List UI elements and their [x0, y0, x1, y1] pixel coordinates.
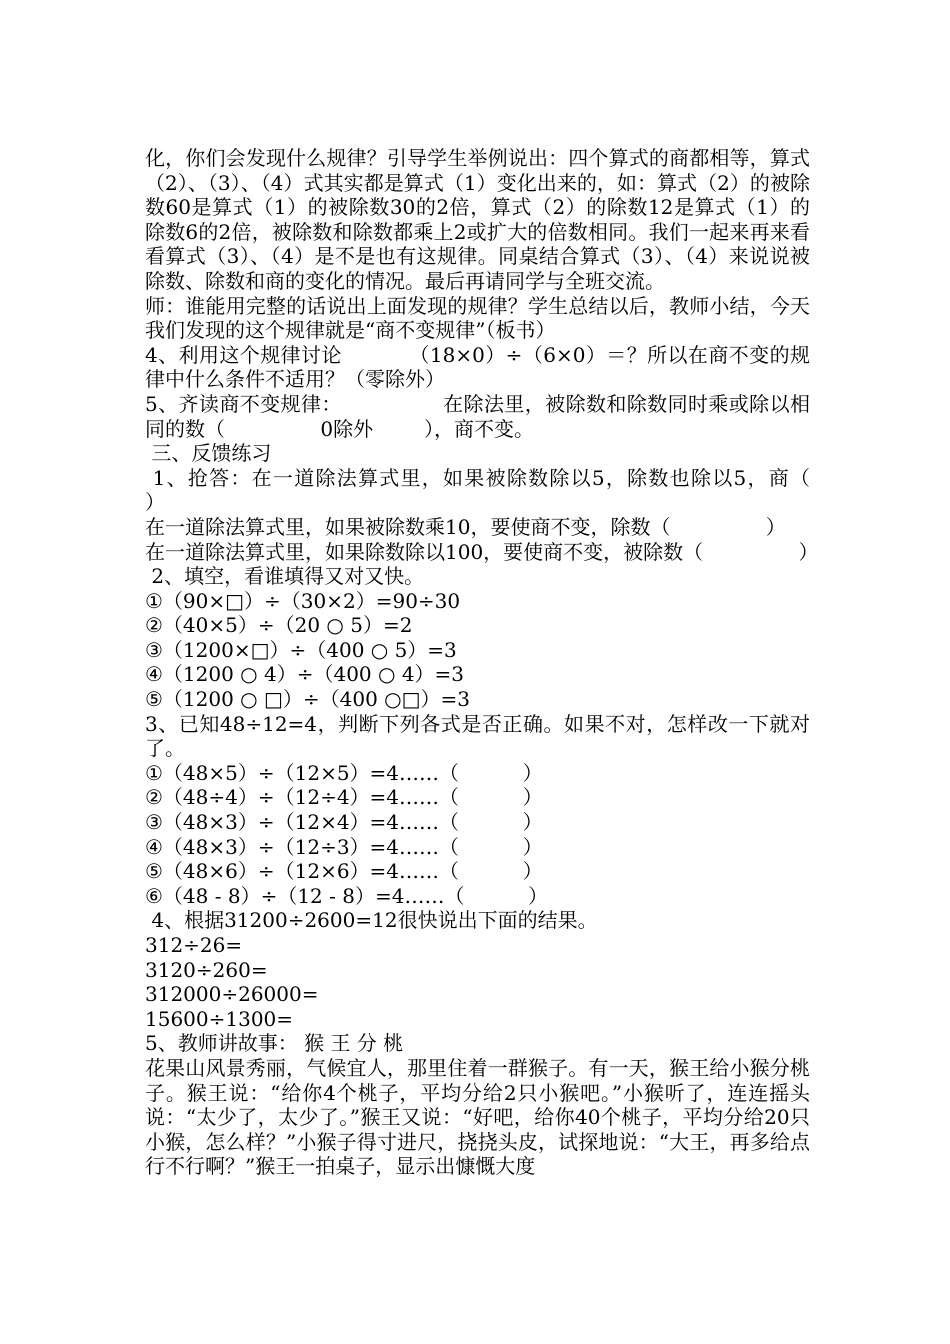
fill-blank-item-3: ③（1200×□）÷（400 ○ 5）=3: [145, 637, 457, 662]
judge-item-6: ⑥（48 - 8）÷（12 - 8）=4……（ ）: [145, 883, 549, 908]
quick-result-item-3: 312000÷26000=: [145, 982, 319, 1007]
judge-item-2: ②（48÷4）÷（12÷4）=4……（ ）: [145, 785, 543, 810]
fill-blank-item-2: ②（40×5）÷（20 ○ 5）=2: [145, 613, 413, 638]
document-body: [145, 146, 906, 1179]
exercise-quick-result-heading: 4、根据31200÷2600=12很快说出下面的结果。: [145, 908, 598, 933]
question-quick-answer-3: 在一道除法算式里，如果除数除以100，要使商不变，被除数（ ）: [145, 539, 819, 564]
paragraph-rule-discovery: 化，你们会发现什么规律？引导学生举例说出：四个算式的商都相等，算式（2）、（3）、（4）式其实都是算式（1）变化出来的，如：算式（2）的被除数60是算式（1）的被除数30的2倍，算式（2）的除数12是算式（1）的除数6的2倍，被除数和除数都乘上2或扩大的倍数相同。我们一起来再来看看算式（3）、（4）是不是也有这规律。同桌结合算式（3）、（4）来说说被除数、除数和商的变化的情况。最后再请同学与全班交流。: [145, 146, 810, 293]
judge-item-1: ①（48×5）÷（12×5）=4……（ ）: [145, 760, 543, 785]
quick-result-item-1: 312÷26=: [145, 933, 243, 957]
question-quick-answer-1: 1、抢答：在一道除法算式里，如果被除数除以5，除数也除以5，商（ ）: [145, 465, 906, 515]
judge-item-3: ③（48×3）÷（12×4）=4……（ ）: [145, 810, 543, 835]
question-quick-answer-2: 在一道除法算式里，如果被除数乘10，要使商不变，除数（ ）: [145, 514, 786, 539]
judge-item-5: ⑤（48×6）÷（12×6）=4……（ ）: [145, 859, 543, 884]
fill-blank-item-4: ④（1200 ○ 4）÷（400 ○ 4）=3: [145, 662, 465, 687]
paragraph-teacher-summary: 师：谁能用完整的话说出上面发现的规律？学生总结以后，教师小结，今天我们发现的这个规律就是“商不变规律”（板书）: [145, 293, 810, 343]
story-text: 花果山风景秀丽，气候宜人，那里住着一群猴子。有一天，猴王给小猴分桃子。猴王说：“给你4个桃子，平均分给2只小猴吧。”小猴听了，连连摇头说：“太少了，太少了。”猴王又说：“好吧，给你40个桃子，平均分给20只小猴，怎么样？”小猴子得寸进尺，挠挠头皮，试探地说：“大王，再多给点行不行啊？”猴王一拍桌子，显示出慷慨大度: [145, 1055, 810, 1179]
exercise-fill-blanks-heading: 2、填空，看谁填得又对又快。: [145, 564, 425, 589]
quick-result-item-2: 3120÷260=: [145, 957, 268, 982]
section-heading-feedback-practice: 三、反馈练习: [145, 441, 272, 466]
fill-blank-item-5: ⑤（1200 ○ □）÷（400 ○□）=3: [145, 687, 471, 712]
story-heading: 5、教师讲故事： 猴 王 分 桃: [145, 1031, 404, 1056]
fill-blank-item-1: ①（90×□）÷（30×2）=90÷30: [145, 588, 461, 613]
paragraph-item-5-read-rule: 5、齐读商不变规律： 在除法里，被除数和除数同时乘或除以相同的数（ 0除外 ），商不变。: [145, 391, 810, 441]
exercise-judge-heading: 3、已知48÷12=4，判断下列各式是否正确。如果不对，怎样改一下就对了。: [145, 711, 810, 761]
judge-item-4: ④（48×3）÷（12÷3）=4……（ ）: [145, 834, 543, 859]
paragraph-item-4-discussion: 4、利用这个规律讨论 （18×0）÷（6×0）＝？所以在商不变的规律中什么条件不适用？（零除外）: [145, 342, 810, 392]
quick-result-item-4: 15600÷1300=: [145, 1006, 294, 1031]
